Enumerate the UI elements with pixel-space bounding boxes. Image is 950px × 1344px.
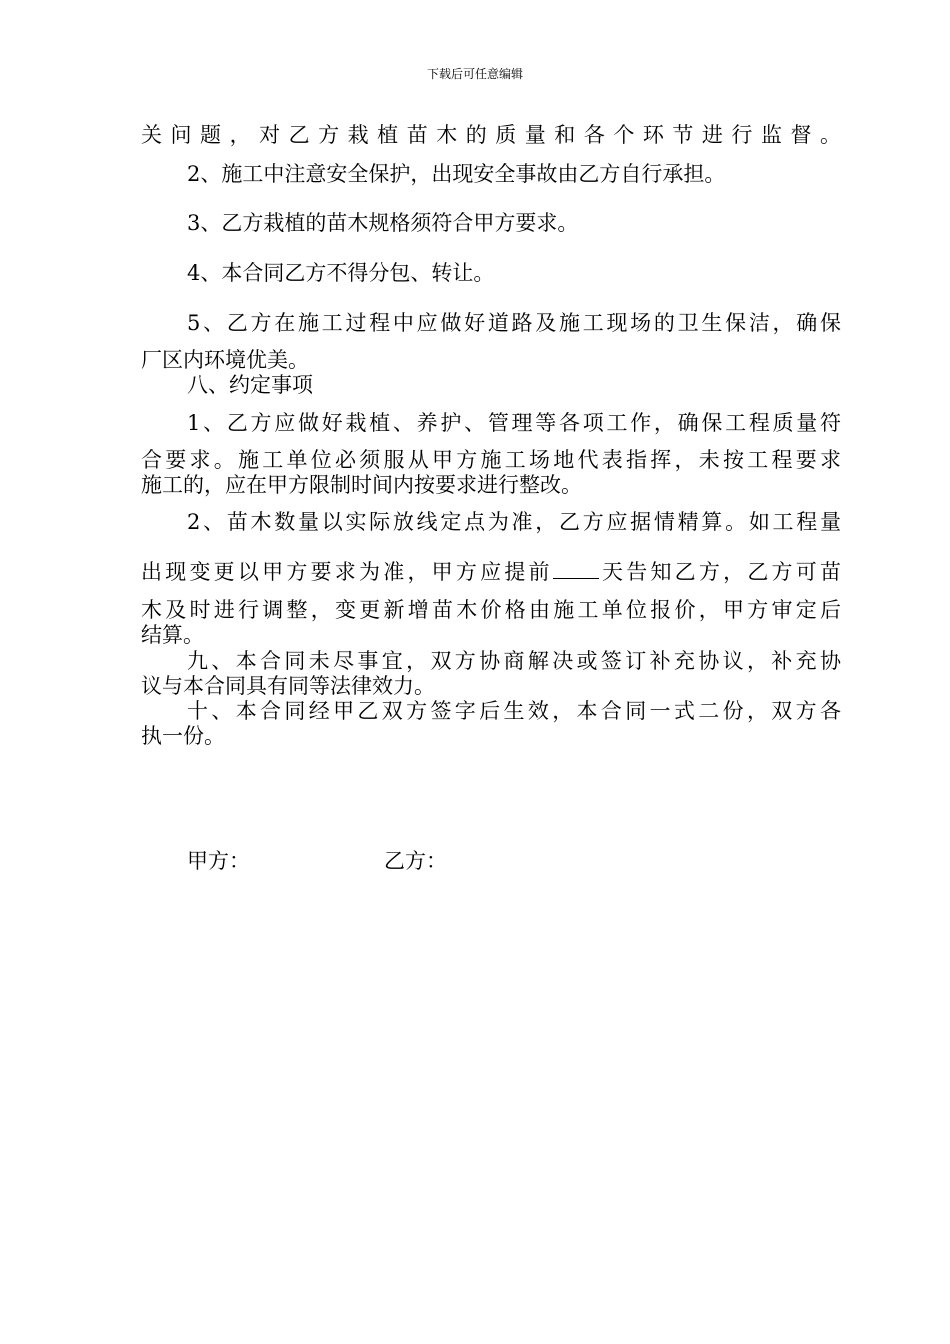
section-10-line-2: 执一份。 [141,724,225,748]
paragraph-line: 关问题，对乙方栽植苗木的质量和各个环节进行监督。 [141,123,841,147]
section-8-item-2-line-4: 结算。 [141,623,204,647]
clause-5-line-2: 厂区内环境优美。 [141,348,309,372]
section-9-line-2: 议与本合同具有同等法律效力。 [141,674,435,698]
clause-2-safety: 2、施工中注意安全保护，出现安全事故由乙方自行承担。 [187,162,726,186]
section-8-item-2-line-3: 木及时进行调整，变更新增苗木价格由施工单位报价，甲方审定后 [141,598,841,622]
section-8-item-2-line-1: 2、苗木数量以实际放线定点为准，乙方应据情精算。如工程量 [187,510,841,534]
line-text-after-blank: 天告知乙方，乙方可苗 [598,560,842,584]
section-8-heading: 八、约定事项 [187,373,313,397]
days-blank-field [553,558,599,579]
section-10-line-1: 十、本合同经甲乙双方签字后生效，本合同一式二份，双方各 [187,699,841,723]
party-a-signature-label: 甲方： [187,849,250,873]
section-9-line-1: 九、本合同未尽事宜，双方协商解决或签订补充协议，补充协 [187,649,841,673]
section-8-item-2-line-2 [141,558,841,586]
section-8-item-1-line-2: 合要求。施工单位必须服从甲方施工场地代表指挥，未按工程要求 [141,448,841,472]
section-8-item-1-line-1: 1、乙方应做好栽植、养护、管理等各项工作，确保工程质量符 [187,411,841,435]
clause-3-specification: 3、乙方栽植的苗木规格须符合甲方要求。 [187,211,579,235]
party-b-signature-label: 乙方： [384,849,447,873]
line-text-before-blank: 出现变更以甲方要求为准，甲方应提前 [141,560,553,584]
section-8-item-1-line-3: 施工的，应在甲方限制时间内按要求进行整改。 [141,473,582,497]
clause-5-line-1: 5、乙方在施工过程中应做好道路及施工现场的卫生保洁，确保 [187,311,841,335]
clause-4-no-subcontract: 4、本合同乙方不得分包、转让。 [187,261,495,285]
page-header-note: 下载后可任意编辑 [426,67,523,81]
